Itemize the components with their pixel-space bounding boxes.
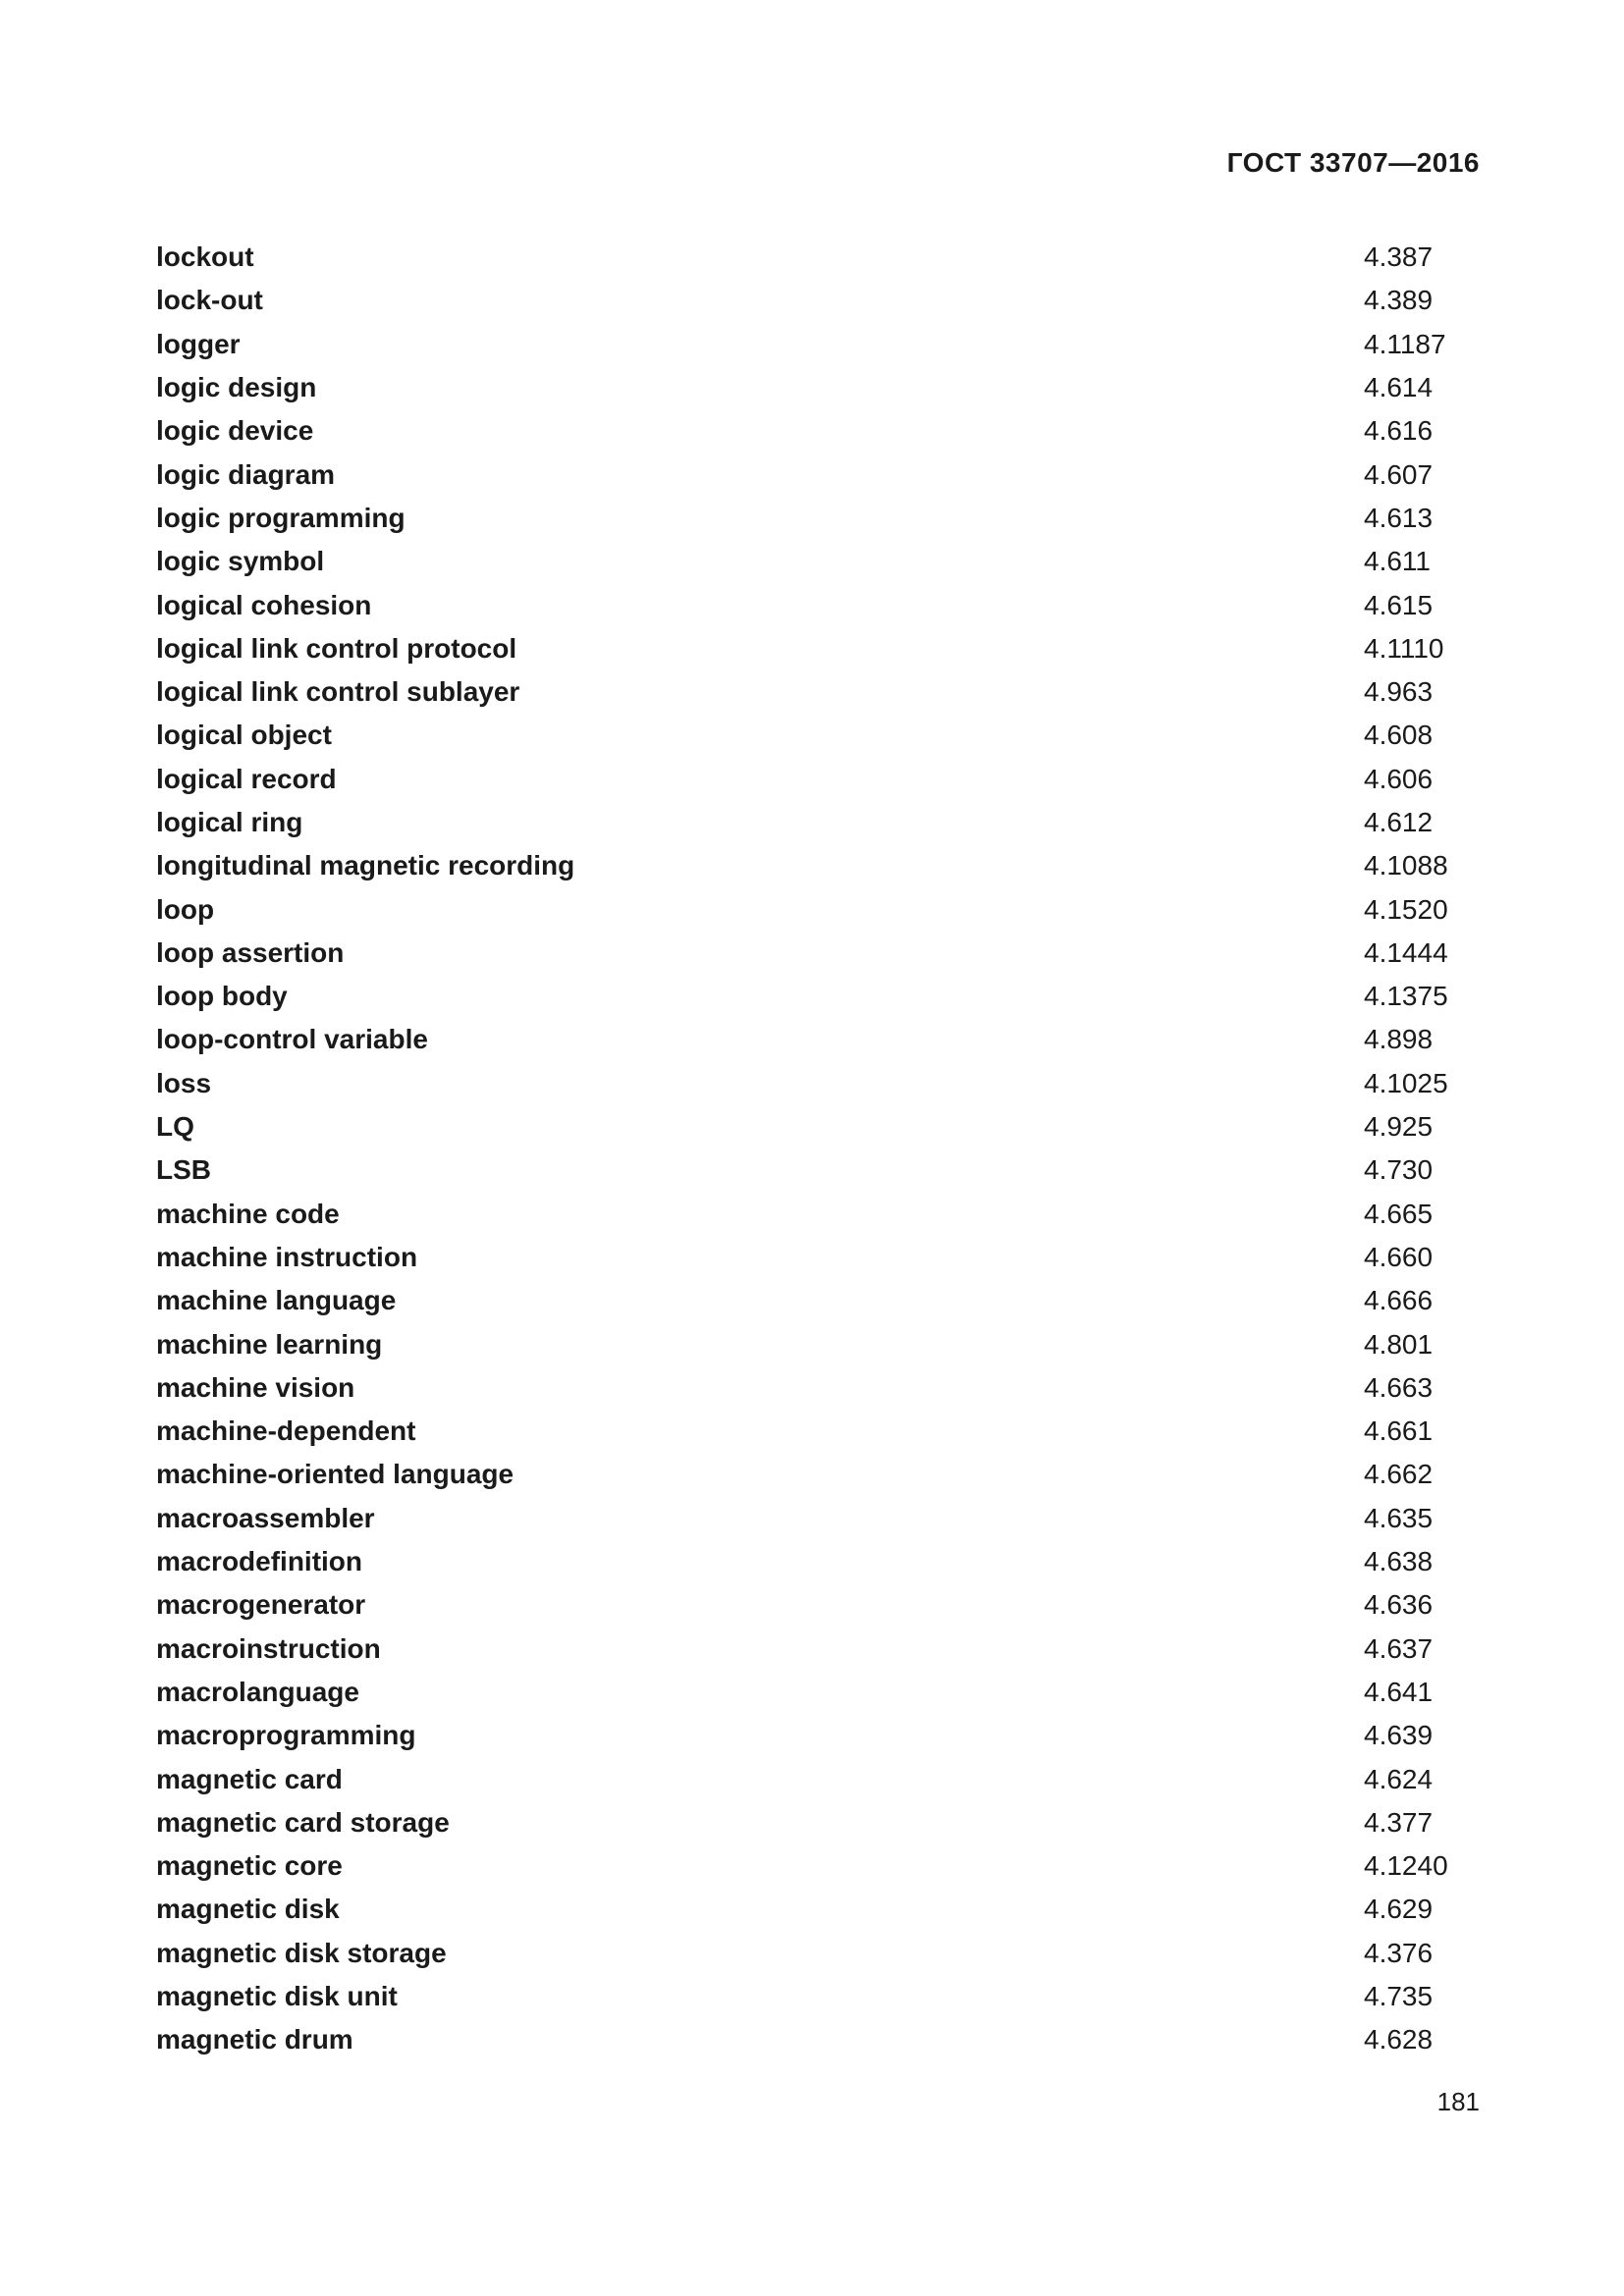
index-reference: 4.628 xyxy=(1364,2024,1434,2056)
index-term: loop xyxy=(156,893,215,925)
index-term: logical link control sublayer xyxy=(156,676,520,708)
index-entry xyxy=(156,887,1472,931)
index-term: loop-control variable xyxy=(156,1024,428,1055)
index-reference: 4.389 xyxy=(1364,285,1434,316)
index-reference: 4.1520 xyxy=(1364,893,1448,925)
index-term: logical ring xyxy=(156,807,303,837)
index-reference: 4.1240 xyxy=(1364,1850,1448,1882)
index-term: machine-oriented language xyxy=(156,1459,514,1490)
index-reference: 4.1375 xyxy=(1364,981,1448,1012)
index-entry xyxy=(156,1975,1472,2018)
index-term: magnetic disk unit xyxy=(156,1981,398,2012)
index-entry xyxy=(156,627,1472,670)
index-entry xyxy=(156,844,1472,887)
index-entry xyxy=(156,366,1472,409)
index-reference: 4.615 xyxy=(1364,589,1434,620)
index-reference: 4.662 xyxy=(1364,1459,1434,1490)
index-term: loss xyxy=(156,1067,212,1098)
index-reference: 4.612 xyxy=(1364,807,1434,837)
index-reference: 4.666 xyxy=(1364,1285,1434,1316)
index-entry xyxy=(156,801,1472,844)
index-entry xyxy=(156,932,1472,975)
index-entry xyxy=(156,1540,1472,1583)
index-reference: 4.661 xyxy=(1364,1415,1434,1447)
index-reference: 4.663 xyxy=(1364,1371,1434,1403)
index-reference: 4.1025 xyxy=(1364,1067,1448,1098)
index-entry xyxy=(156,1279,1472,1322)
index-entry xyxy=(156,1801,1472,1844)
index-term: magnetic disk storage xyxy=(156,1937,447,1968)
index-term: lockout xyxy=(156,241,254,273)
index-reference: 4.614 xyxy=(1364,372,1434,403)
index-entry xyxy=(156,409,1472,453)
index-entry xyxy=(156,279,1472,322)
index-reference: 4.606 xyxy=(1364,763,1434,794)
index-entry xyxy=(156,758,1472,801)
index-entry xyxy=(156,1366,1472,1410)
index-term: logical record xyxy=(156,763,337,794)
index-term: macrogenerator xyxy=(156,1589,366,1621)
index-entry xyxy=(156,1062,1472,1105)
index-reference: 4.635 xyxy=(1364,1502,1434,1533)
index-term: macrodefinition xyxy=(156,1546,363,1577)
index-reference: 4.636 xyxy=(1364,1589,1434,1621)
index-term: logger xyxy=(156,328,241,359)
index-entry xyxy=(156,1148,1472,1192)
index-term: longitudinal magnetic recording xyxy=(156,850,575,881)
index-term: machine instruction xyxy=(156,1241,418,1272)
term-index-list xyxy=(156,236,1472,2061)
index-entry xyxy=(156,1105,1472,1148)
index-reference: 4.1110 xyxy=(1364,632,1444,664)
index-term: lock-out xyxy=(156,285,263,316)
index-reference: 4.613 xyxy=(1364,502,1434,533)
index-reference: 4.735 xyxy=(1364,1981,1434,2012)
index-entry xyxy=(156,1236,1472,1279)
index-reference: 4.660 xyxy=(1364,1241,1434,1272)
index-reference: 4.1444 xyxy=(1364,936,1448,968)
index-reference: 4.801 xyxy=(1364,1328,1434,1360)
index-term: magnetic core xyxy=(156,1850,343,1882)
index-reference: 4.898 xyxy=(1364,1024,1434,1055)
index-entry xyxy=(156,2018,1472,2061)
index-term: LQ xyxy=(156,1111,194,1143)
index-entry xyxy=(156,1714,1472,1757)
index-entry xyxy=(156,453,1472,496)
index-term: magnetic drum xyxy=(156,2024,353,2056)
index-entry xyxy=(156,1193,1472,1236)
index-term: logic design xyxy=(156,372,317,403)
index-reference: 4.637 xyxy=(1364,1632,1434,1664)
index-term: logic symbol xyxy=(156,546,325,577)
index-reference: 4.624 xyxy=(1364,1763,1434,1794)
page-number: 181 xyxy=(1436,2087,1480,2116)
index-term: macrolanguage xyxy=(156,1676,359,1707)
index-entry xyxy=(156,975,1472,1018)
index-reference: 4.638 xyxy=(1364,1546,1434,1577)
index-entry xyxy=(156,714,1472,757)
index-reference: 4.629 xyxy=(1364,1894,1434,1925)
index-entry xyxy=(156,1888,1472,1931)
index-reference: 4.611 xyxy=(1364,546,1431,577)
index-entry xyxy=(156,583,1472,626)
index-term: logic diagram xyxy=(156,458,336,490)
index-entry xyxy=(156,1322,1472,1365)
index-term: machine learning xyxy=(156,1328,383,1360)
index-term: logical link control protocol xyxy=(156,632,517,664)
index-term: logical cohesion xyxy=(156,589,372,620)
index-entry xyxy=(156,497,1472,540)
index-entry xyxy=(156,670,1472,714)
index-reference: 4.1088 xyxy=(1364,850,1448,881)
index-reference: 4.377 xyxy=(1364,1806,1434,1838)
index-entry xyxy=(156,236,1472,279)
index-term: machine-dependent xyxy=(156,1415,416,1447)
index-reference: 4.963 xyxy=(1364,676,1434,708)
index-reference: 4.376 xyxy=(1364,1937,1434,1968)
index-term: machine language xyxy=(156,1285,397,1316)
index-reference: 4.607 xyxy=(1364,458,1434,490)
index-term: logical object xyxy=(156,720,332,751)
index-entry xyxy=(156,1844,1472,1888)
index-entry xyxy=(156,1410,1472,1453)
index-entry xyxy=(156,1757,1472,1800)
index-term: machine code xyxy=(156,1198,340,1229)
index-entry xyxy=(156,323,1472,366)
index-term: logic programming xyxy=(156,502,406,533)
index-entry xyxy=(156,1497,1472,1540)
index-reference: 4.641 xyxy=(1364,1676,1434,1707)
index-entry xyxy=(156,1018,1472,1061)
index-reference: 4.925 xyxy=(1364,1111,1434,1143)
index-entry xyxy=(156,1453,1472,1496)
index-term: magnetic card xyxy=(156,1763,343,1794)
index-term: logic device xyxy=(156,415,314,447)
document-header: ГОСТ 33707—2016 xyxy=(1226,147,1480,178)
index-entry xyxy=(156,1628,1472,1671)
index-reference: 4.616 xyxy=(1364,415,1434,447)
index-term: macroassembler xyxy=(156,1502,375,1533)
index-term: magnetic disk xyxy=(156,1894,340,1925)
index-term: loop assertion xyxy=(156,936,345,968)
index-entry xyxy=(156,1671,1472,1714)
index-entry xyxy=(156,1583,1472,1627)
index-reference: 4.608 xyxy=(1364,720,1434,751)
index-reference: 4.1187 xyxy=(1364,328,1446,359)
index-reference: 4.639 xyxy=(1364,1720,1434,1751)
index-entry xyxy=(156,1932,1472,1975)
index-term: loop body xyxy=(156,981,288,1012)
index-reference: 4.665 xyxy=(1364,1198,1434,1229)
index-term: machine vision xyxy=(156,1371,355,1403)
index-reference: 4.387 xyxy=(1364,241,1434,273)
index-entry xyxy=(156,540,1472,583)
index-term: macroinstruction xyxy=(156,1632,381,1664)
index-term: magnetic card storage xyxy=(156,1806,450,1838)
index-term: LSB xyxy=(156,1154,211,1186)
index-reference: 4.730 xyxy=(1364,1154,1434,1186)
index-term: macroprogramming xyxy=(156,1720,416,1751)
